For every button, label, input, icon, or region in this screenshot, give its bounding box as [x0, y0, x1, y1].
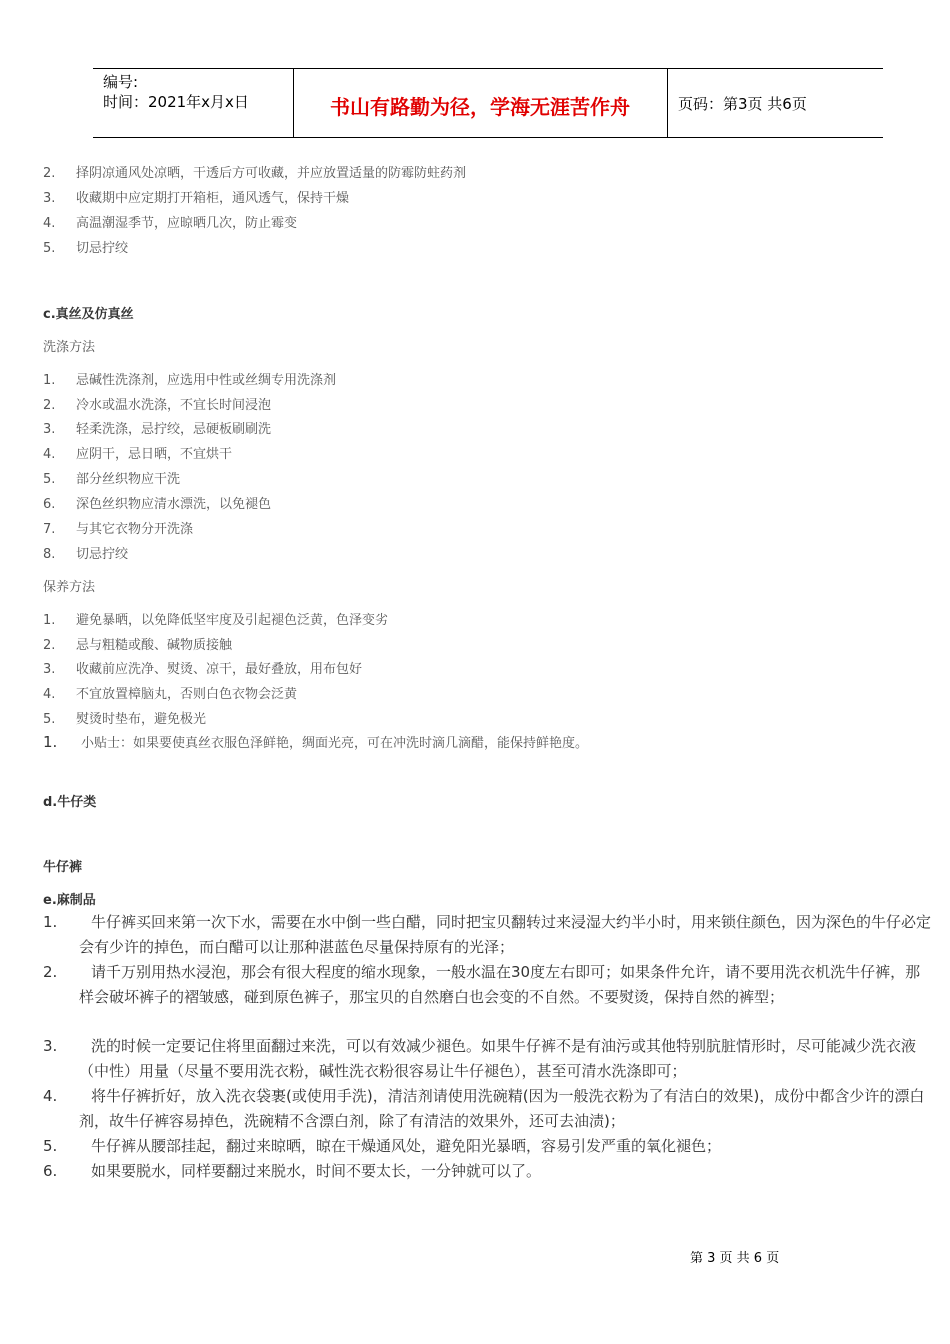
- list-item: 4. 高温潮湿季节，应晾晒几次，防止霉变: [43, 216, 298, 231]
- list-item: 5. 切忌拧绞: [43, 241, 129, 256]
- care-method-title: 保养方法: [43, 580, 96, 595]
- time-label: 时间：2021年x月x日: [103, 93, 249, 111]
- header-table: [93, 68, 883, 138]
- list-item: 4. 不宜放置樟脑丸，否则白色衣物会泛黄: [43, 687, 298, 702]
- section-c-title: c.真丝及仿真丝: [43, 307, 134, 322]
- list-item: 8. 切忌拧绞: [43, 547, 129, 562]
- list-item: 4. 将牛仔裤折好，放入洗衣袋裹(或使用手洗)，清洁剂请使用洗碗精(因为一般洗衣粉为了有洁白的效果)，成份中都含少许的漂白剂，故牛仔裤容易掉色，洗碗精不含漂白剂，除了有清洁的效果外，还可去油渍)；: [43, 1087, 925, 1130]
- section-d-title: d.牛仔类: [43, 795, 97, 810]
- header-left-cell: [93, 69, 294, 137]
- header-right-cell: [668, 69, 883, 137]
- list-item: 3. 洗的时候一定要记住将里面翻过来洗，可以有效减少褪色。如果牛仔裤不是有油污或其他特别肮脏情形时，尽可能减少洗衣液（中性）用量（尽量不要用洗衣粉，碱性洗衣粉很容易让牛仔褪色），甚至可清水洗涤即可；: [43, 1037, 917, 1080]
- section-d-subtitle: 牛仔裤: [43, 860, 83, 875]
- list-item: 2. 冷水或温水洗涤，不宜长时间浸泡: [43, 398, 272, 413]
- list-item: 3. 收藏前应洗净、熨烫、凉干，最好叠放，用布包好: [43, 662, 363, 677]
- page-code: 页码：第3页 共6页: [678, 95, 807, 113]
- wash-method-title: 洗涤方法: [43, 340, 96, 355]
- list-item: 1. 牛仔裤买回来第一次下水，需要在水中倒一些白醋，同时把宝贝翻转过来浸湿大约半小时，用来锁住颜色，因为深色的牛仔必定会有少许的掉色，而白醋可以让那种湛蓝色尽量保持原有的光泽；: [43, 913, 932, 956]
- tip-item: 1. 小贴士：如果要使真丝衣服色泽鲜艳，绸面光亮，可在冲洗时滴几滴醋，能保持鲜艳度。: [43, 733, 589, 751]
- code-label: 编号:: [103, 73, 139, 91]
- list-item: 2. 请千万别用热水浸泡，那会有很大程度的缩水现象，一般水温在30度左右即可；如果条件允许，请不要用洗衣机洗牛仔裤，那样会破坏裤子的褶皱感，碰到原色裤子，那宝贝的自然磨白也会变的不自然。不要熨烫，保持自然的裤型；: [43, 963, 921, 1006]
- page-footer: 第 3 页 共 6 页: [690, 1251, 780, 1266]
- list-item: 5. 牛仔裤从腰部挂起，翻过来晾晒，晾在干燥通风处，避免阳光暴晒，容易引发严重的氧化褪色；: [43, 1137, 722, 1155]
- list-item: 3. 收藏期中应定期打开箱柜，通风透气，保持干燥: [43, 191, 350, 206]
- list-item: 4. 应阴干，忌日晒，不宜烘干: [43, 447, 233, 462]
- list-item: 7. 与其它衣物分开洗涤: [43, 522, 194, 537]
- list-item: 2. 忌与粗糙或酸、碱物质接触: [43, 638, 233, 653]
- list-item: 5. 部分丝织物应干洗: [43, 472, 181, 487]
- list-item: 1. 避免暴晒，以免降低坚牢度及引起褪色泛黄，色泽变劣: [43, 613, 389, 628]
- list-item: 6. 如果要脱水，同样要翻过来脱水，时间不要太长，一分钟就可以了。: [43, 1162, 542, 1180]
- list-item: 5. 熨烫时垫布，避免极光: [43, 712, 207, 727]
- header-mid-cell: [293, 69, 668, 137]
- list-item: 2. 择阴凉通风处凉晒，干透后方可收藏，并应放置适量的防霉防蛀药剂: [43, 166, 467, 181]
- list-item: 6. 深色丝织物应清水漂洗，以免褪色: [43, 497, 272, 512]
- list-item: 3. 轻柔洗涤，忌拧绞，忌硬板刷刷洗: [43, 422, 272, 437]
- list-item: 1. 忌碱性洗涤剂，应选用中性或丝绸专用洗涤剂: [43, 373, 337, 388]
- section-e-title: e.麻制品: [43, 893, 96, 908]
- motto: 书山有路勤为径，学海无涯苦作舟: [330, 95, 630, 119]
